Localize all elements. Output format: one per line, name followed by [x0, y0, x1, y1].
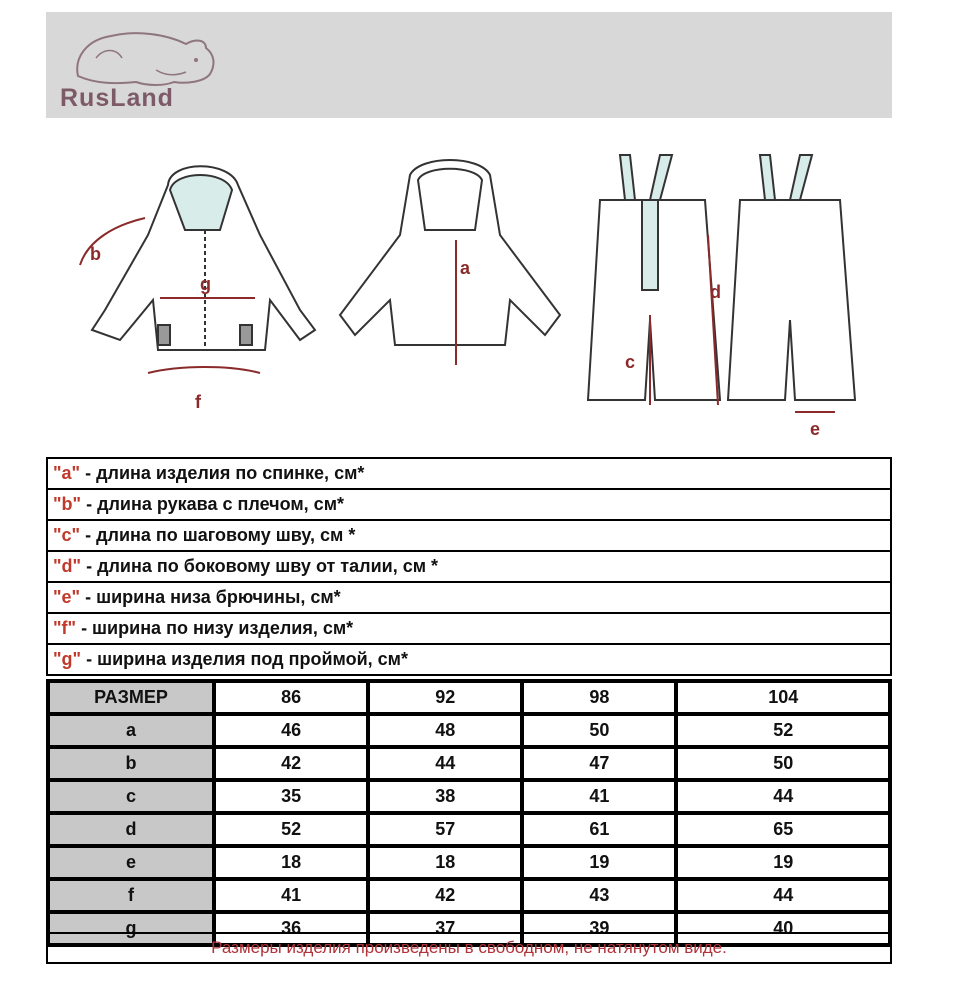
legend-row: [47, 582, 891, 613]
size-table: [46, 679, 892, 947]
table-cell: 61: [522, 813, 676, 846]
table-cell: 52: [676, 714, 890, 747]
legend-key: "d": [53, 556, 82, 576]
table-cell: 44: [676, 780, 890, 813]
table-cell: 42: [214, 747, 368, 780]
table-cell: 44: [676, 879, 890, 912]
label-b: b: [90, 244, 101, 264]
label-e: e: [810, 419, 821, 439]
legend-row: [47, 489, 891, 520]
overalls-front-bib: [642, 200, 658, 290]
legend-text: - длина изделия по спинке, см*: [80, 463, 365, 483]
legend-key: "e": [53, 587, 81, 607]
row-label: f: [48, 879, 214, 912]
table-cell: 40: [676, 912, 890, 945]
table-cell: 41: [214, 879, 368, 912]
legend-row: [47, 644, 891, 675]
row-label: e: [48, 846, 214, 879]
table-cell: 19: [676, 846, 890, 879]
label-g: g: [200, 274, 211, 294]
table-cell: 35: [214, 780, 368, 813]
legend-text: - длина рукава с плечом, см*: [81, 494, 345, 514]
legend-text: - длина по боковому шву от талии, см *: [81, 556, 439, 576]
table-cell: 44: [368, 747, 522, 780]
size-col-98: 98: [522, 681, 676, 714]
legend-row: [47, 458, 891, 489]
table-cell: 18: [368, 846, 522, 879]
row-label: b: [48, 747, 214, 780]
row-label: c: [48, 780, 214, 813]
table-row: [48, 846, 890, 879]
jacket-back-hood: [418, 169, 482, 230]
table-row: [48, 747, 890, 780]
overalls-back-strap-right: [790, 155, 812, 200]
legend-text: - ширина изделия под проймой, см*: [81, 649, 408, 669]
size-note: Размеры изделия произведены в свободном, не натянутом виде.: [46, 932, 892, 964]
legend-text: - ширина низа брючины, см*: [80, 587, 341, 607]
table-cell: 48: [368, 714, 522, 747]
label-f: f: [195, 392, 201, 412]
row-label: g: [48, 912, 214, 945]
table-cell: 42: [368, 879, 522, 912]
jacket-pocket-left: [158, 325, 170, 345]
legend-table: [46, 457, 892, 676]
table-cell: 39: [522, 912, 676, 945]
table-row: [48, 714, 890, 747]
garment-diagram: [60, 140, 860, 445]
overalls-back-shape: [728, 200, 855, 400]
table-cell: 50: [522, 714, 676, 747]
arrow-f: [148, 367, 260, 373]
label-c: c: [625, 352, 636, 372]
label-a: a: [460, 258, 471, 278]
legend-text: - длина по шаговому шву, см *: [80, 525, 356, 545]
table-cell: 46: [214, 714, 368, 747]
legend-key: "c": [53, 525, 81, 545]
legend-row: [47, 613, 891, 644]
overalls-front-strap-left: [620, 155, 635, 200]
table-cell: 65: [676, 813, 890, 846]
legend-row: [47, 551, 891, 582]
row-label: d: [48, 813, 214, 846]
size-col-104: 104: [676, 681, 890, 714]
row-label: a: [48, 714, 214, 747]
overalls-back-strap-left: [760, 155, 775, 200]
jacket-pocket-right: [240, 325, 252, 345]
table-cell: 52: [214, 813, 368, 846]
size-col-86: 86: [214, 681, 368, 714]
table-cell: 18: [214, 846, 368, 879]
legend-key: "f": [53, 618, 77, 638]
legend-text: - ширина по низу изделия, см*: [76, 618, 354, 638]
legend-key: "a": [53, 463, 81, 483]
table-cell: 36: [214, 912, 368, 945]
size-col-92: 92: [368, 681, 522, 714]
label-d: d: [710, 282, 721, 302]
legend-key: "b": [53, 494, 82, 514]
table-row: [48, 813, 890, 846]
legend-row: [47, 520, 891, 551]
table-cell: 19: [522, 846, 676, 879]
table-row: [48, 780, 890, 813]
table-cell: 38: [368, 780, 522, 813]
table-cell: 50: [676, 747, 890, 780]
table-row: [48, 879, 890, 912]
brand-name: RusLand: [60, 84, 174, 112]
table-cell: 47: [522, 747, 676, 780]
table-cell: 43: [522, 879, 676, 912]
size-header-label: РАЗМЕР: [48, 681, 214, 714]
legend-key: "g": [53, 649, 82, 669]
overalls-front-strap-right: [650, 155, 672, 200]
table-cell: 57: [368, 813, 522, 846]
size-header-row: [48, 681, 890, 714]
table-cell: 41: [522, 780, 676, 813]
table-cell: 37: [368, 912, 522, 945]
